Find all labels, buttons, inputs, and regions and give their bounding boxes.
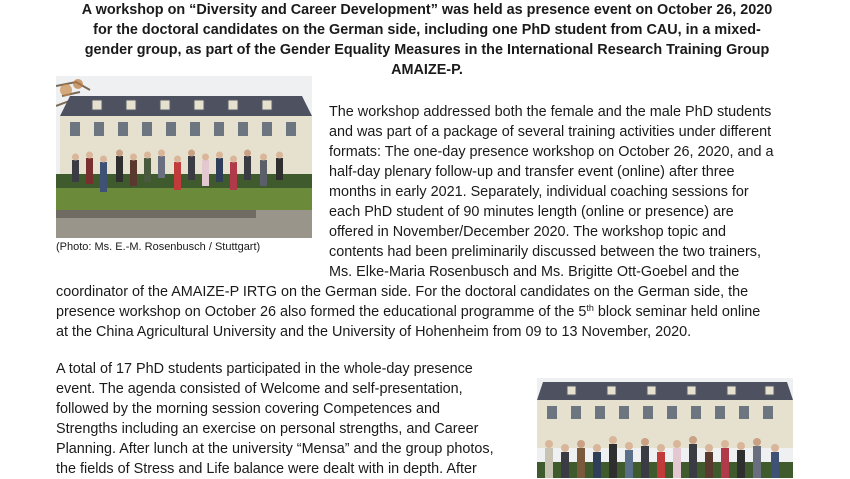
photo-caption: (Photo: Ms. E.-M. Rosenbusch / Stuttgart) [56,241,261,253]
headline-line: for the doctoral candidates on the German side, including one PhD student from CAU, in a mixed- [93,22,761,38]
paragraph-fragment: presence workshop on October 26 also formed the educational programme of the 5 [56,304,587,320]
paragraph-line: event. The agenda consisted of Welcome and self-presentation, [56,381,463,397]
paragraph-line: months in early 2021. Separately, individual coaching sessions for [329,184,749,200]
paragraph-line: offered in November/December 2020. The workshop topic and [329,224,727,240]
paragraph-line: formats: The one-day presence workshop on October 26, 2020, and a [329,144,774,160]
group-photo-illustration [56,76,312,238]
paragraph-line [56,302,798,322]
headline-line: AMAIZE-P. [391,62,463,78]
paragraph-line: each PhD student of 90 minutes length (online or presence) are [329,204,734,220]
paragraph-line: Ms. Elke-Maria Rosenbusch and Ms. Brigitte Ott-Goebel and the [329,264,740,280]
paragraph-line: coordinator of the AMAIZE-P IRTG on the German side. For the doctoral candidates on the German side, the [56,284,749,300]
paragraph-fragment: block seminar held online [593,304,761,320]
paragraph-line: at the China Agricultural University and the University of Hohenheim from 09 to 13 November, 2020. [56,324,692,340]
group-photo-illustration [537,378,793,478]
paragraph-line: A total of 17 PhD students participated in the whole-day presence [56,361,473,377]
group-photo-second [537,378,793,478]
paragraph-line: contents had been preliminarily discussed between the two trainers, [329,244,761,260]
paragraph-line: followed by the morning session covering Competences and [56,401,440,417]
headline-line: A workshop on “Diversity and Career Development” was held as presence event on October 26, 2020 [81,2,773,18]
headline [56,0,798,80]
agenda-paragraph [56,359,526,479]
paragraph-line: Strengths including an exercise on personal strengths, and Career [56,421,479,437]
paragraph-line: the fields of Stress and Life balance were dealt with in depth. After [56,461,477,477]
intro-paragraph [329,102,799,282]
paragraph-line: half-day plenary follow-up and transfer event (online) after three [329,164,735,180]
continuation-paragraph [56,282,798,342]
group-photo-building [56,76,312,238]
headline-line: gender group, as part of the Gender Equality Measures in the International Research Training Group [84,42,770,58]
paragraph-line: Planning. After lunch at the university “Mensa” and the group photos, [56,441,494,457]
paragraph-line: and was part of a package of several training activities under different [329,124,772,140]
paragraph-line: The workshop addressed both the female and the male PhD students [329,104,772,120]
ordinal-superscript: th [586,303,594,313]
